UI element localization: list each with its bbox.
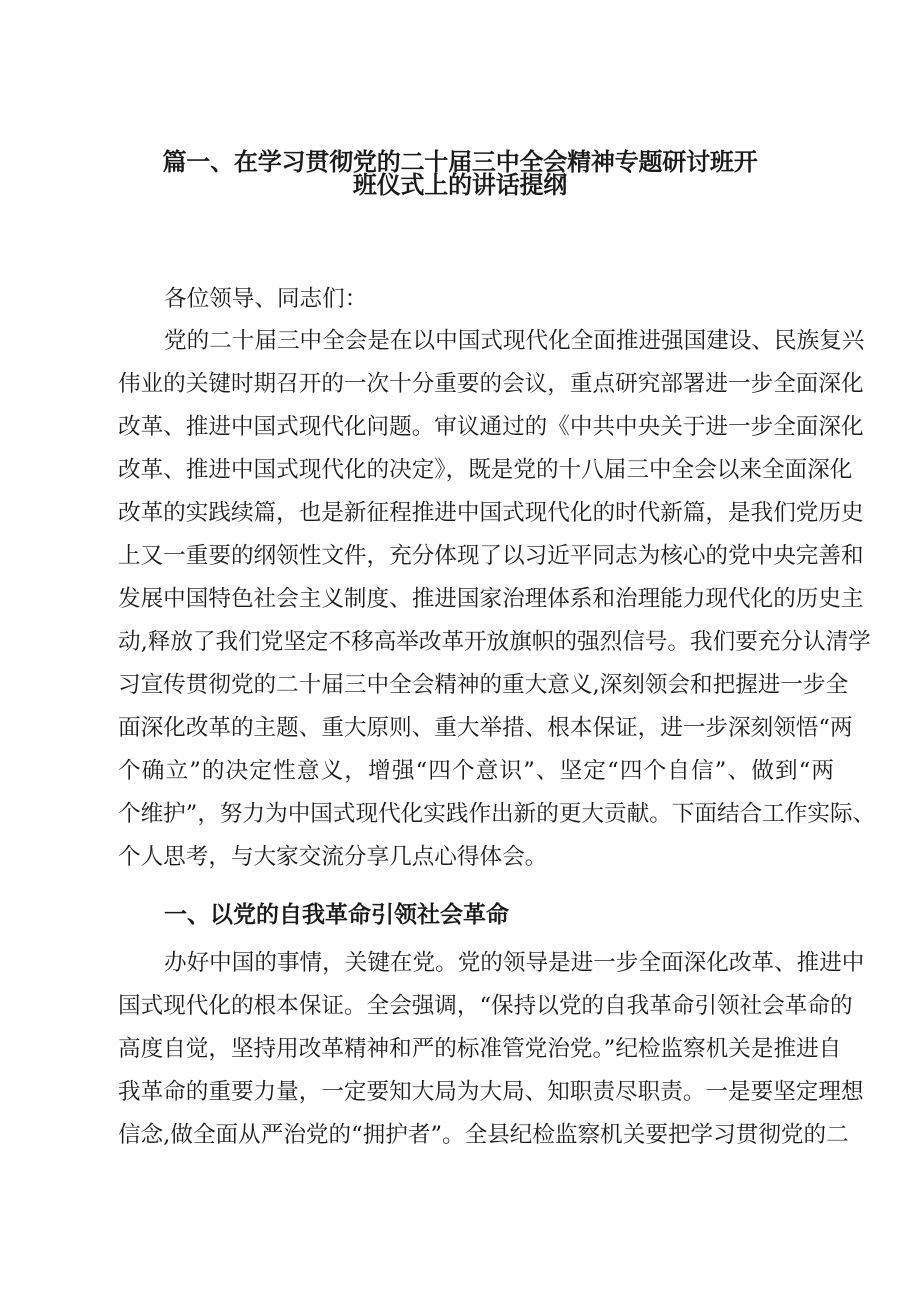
paragraph-line: 伟业的关键时期召开的一次十分重要的会议，重点研究部署进一步全面深化 — [118, 371, 864, 397]
paragraph-line: 动,释放了我们党坚定不移高举改革开放旗帜的强烈信号。我们要充分认清学 — [118, 629, 871, 655]
paragraph-line: 改革、推进中国式现代化问题。审议通过的《中共中央关于进一步全面深化 — [118, 414, 864, 440]
paragraph-line: 党的二十届三中全会是在以中国式现代化全面推进强国建设、民族复兴 — [164, 328, 865, 354]
document-title-line-1: 篇一、在学习贯彻党的二十届三中全会精神专题研讨班开 — [162, 148, 758, 176]
paragraph-line: 改革的实践续篇，也是新征程推进中国式现代化的时代新篇，是我们党历史 — [118, 500, 864, 526]
paragraph-line: 我革命的重要力量，一定要知大局为大局、知职责尽职责。一是要坚定理想 — [118, 1079, 864, 1105]
paragraph-line: 办好中国的事情，关键在党。党的领导是进一步全面深化改革、推进中 — [164, 950, 865, 976]
paragraph-line: 高度自觉，坚持用改革精神和严的标准管党治党。”纪检监察机关是推进自 — [118, 1036, 842, 1062]
paragraph-line: 个人思考，与大家交流分享几点心得体会。 — [118, 844, 548, 870]
paragraph-line: 个确立”的决定性意义，增强“四个意识”、坚定“四个自信”、做到“两 — [118, 758, 834, 784]
paragraph-line: 上又一重要的纲领性文件，充分体现了以习近平同志为核心的党中央完善和 — [118, 543, 864, 569]
paragraph-line: 国式现代化的根本保证。全会强调，“保持以党的自我革命引领社会革命的 — [118, 993, 853, 1019]
paragraph-line: 面深化改革的主题、重大原则、重大举措、根本保证，进一步深刻领悟“两 — [118, 715, 853, 741]
paragraph-line: 改革、推进中国式现代化的决定》，既是党的十八届三中全会以来全面深化 — [118, 457, 853, 483]
paragraph-line: 习宣传贯彻党的二十届三中全会精神的重大意义,深刻领会和把握进一步全 — [118, 672, 849, 698]
paragraph-line: 发展中国特色社会主义制度、推进国家治理体系和治理能力现代化的历史主 — [118, 586, 864, 612]
document-title-line-2: 班仪式上的讲话提纲 — [352, 171, 568, 199]
salutation: 各位领导、同志们： — [164, 286, 368, 312]
paragraph-line: 信念,做全面从严治党的“拥护者”。全县纪检监察机关要把学习贯彻党的二 — [118, 1122, 849, 1148]
section-1-heading: 一、以党的自我革命引领社会革命 — [164, 902, 509, 928]
paragraph-line: 个维护”，努力为中国式现代化实践作出新的更大贡献。下面结合工作实际、 — [118, 801, 876, 827]
